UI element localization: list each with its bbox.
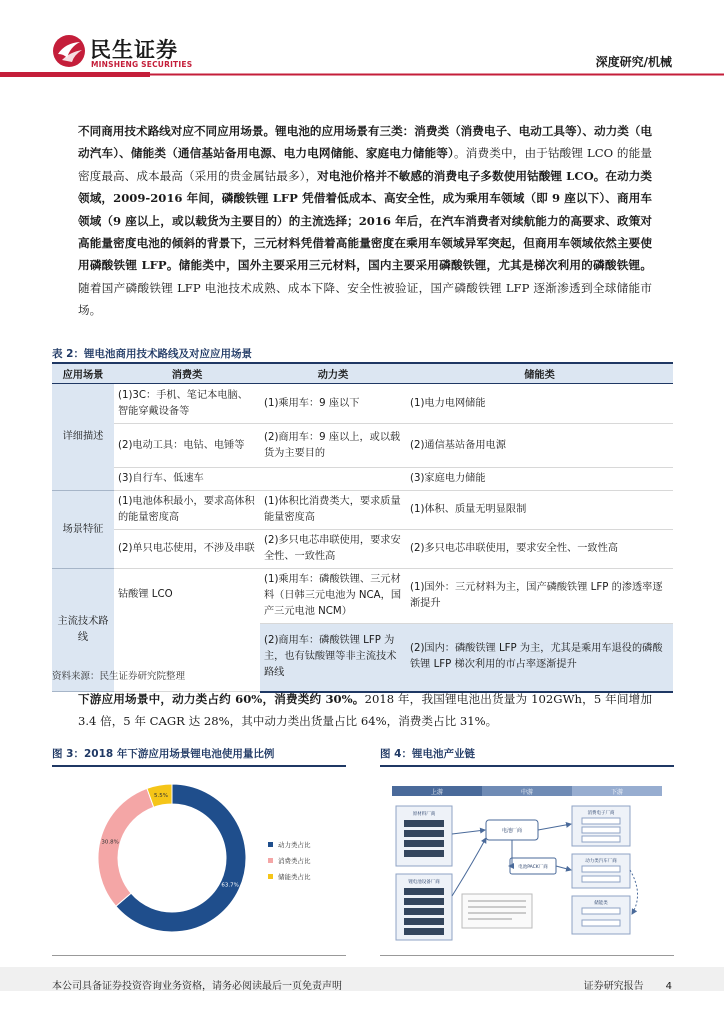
stage-label: 上游 [430,789,444,796]
figure-4-bottom-rule [380,955,674,956]
legend-item [268,836,311,852]
footer-right [584,977,672,992]
logo-text-cn: 民生证券 [90,38,178,62]
table-header-cell: 应用场景 [52,363,114,384]
logo-text-en: MINSHENG SECURITIES [91,60,193,69]
sub-item [404,908,444,915]
legend-item [268,852,311,868]
table-cell: (1)体积、质量无明显限制 [406,491,673,530]
table-cell: (2)商用车：磷酸铁锂 LFP 为主，也有钛酸锂等非主流技术路线 [260,624,406,692]
box-label: 动力类汽车厂商 [585,859,617,864]
table-cell: (2)国内：磷酸铁锂 LFP 为主，尤其是乘用车退役的磷酸铁锂 LFP 梯次利用的市占率逐渐提升 [406,624,673,692]
donut-slice [98,788,154,906]
table-title: 表 2：锂电池商用技术路线及对应应用场景 [52,348,252,360]
box-label: 电池PACK厂商 [518,865,548,870]
industry-chain-diagram [392,784,662,944]
note-box [462,894,532,928]
sub-item [404,918,444,925]
table-cell: (1)乘用车：磷酸铁锂、三元材料（日韩三元电池为 NCA，国产三元电池 NCM） [260,569,406,624]
table-cell: (2)多只电芯串联使用，要求安全性、一致性高 [406,530,673,569]
box-label: 储能类 [594,901,608,906]
table-cell: (3)自行车、低速车 [114,468,260,491]
table-source-note: 资料来源：民生证券研究院整理 [52,671,186,682]
table-cell-empty [260,468,406,491]
sub-item [404,928,444,935]
donut-chart [92,778,252,938]
table-row [52,569,673,624]
table-cell: (3)家庭电力储能 [406,468,673,491]
footer-label: 证券研究报告 [583,981,644,992]
donut-data-label: 5.5% [154,792,168,799]
legend-label: 动力类占比 [278,840,311,849]
table-header-cell: 动力类 [260,363,406,384]
tech-route-table [52,362,673,693]
legend-item [268,868,311,884]
stage-label: 下游 [610,789,624,796]
para1-bold-a: 不同商用技术路线对应不同应用场景。锂电池的应用场景有三类：消费类（消费电子、电动工具等）、动力类（电动汽车）、储能类（通信基站备用电源、电力电网储能、家庭电力储能等） [78,124,652,161]
legend-swatch [268,858,273,863]
legend-label: 消费类占比 [278,856,311,865]
para2-bold: 下游应用场景中，动力类占约 60%，消费类约 30%。 [78,692,365,706]
body-paragraph-2 [78,688,652,733]
report-category: 深度研究/机械 [595,55,672,69]
figure-4-rule [380,765,674,767]
table-cell: (1)乘用车：9 座以下 [260,384,406,424]
table-cell: (1)3C：手机、笔记本电脑、智能穿戴设备等 [114,384,260,424]
table-row [52,424,673,468]
table-row [52,530,673,569]
footer-disclaimer: 本公司具备证券投资咨询业务资格，请务必阅读最后一页免责声明 [52,981,342,992]
table-cell: (1)体积比消费类大，要求质量能量密度高 [260,491,406,530]
table-header-cell: 消费类 [114,363,260,384]
table-row [52,491,673,530]
table-cell: (2)商用车：9 座以上，或以载货为主要目的 [260,424,406,468]
table-category-cell: 详细描述 [52,384,114,491]
table-cell: (2)多只电芯串联使用，要求安全性、一致性高 [260,530,406,569]
para1-plain-b: 随着国产磷酸铁锂 LFP 电池技术成熟、成本下降、安全性被验证，国产磷酸铁锂 LFP 逐渐渗透到全球储能市场。 [78,280,652,318]
figure-4-title: 图 4：锂电池产业链 [380,748,475,760]
figure-3-title: 图 3：2018 年下游应用场景锂电池使用量比例 [52,748,275,760]
sub-item [404,830,444,837]
table-cell: (2)单只电芯使用，不涉及串联 [114,530,260,569]
sub-item [404,888,444,895]
legend-label: 储能类占比 [278,872,311,881]
table-row [52,468,673,491]
table-cell: (1)电力电网储能 [406,384,673,424]
figure-3-bottom-rule [52,955,346,956]
sub-item [404,840,444,847]
table-header-row [52,363,673,384]
sub-item [404,898,444,905]
table-cell: (2)通信基站备用电源 [406,424,673,468]
legend-swatch [268,842,273,847]
figure-3-rule [52,765,346,767]
table-row [52,384,673,424]
donut-data-label: 30.8% [101,839,119,846]
table-category-cell: 场景特征 [52,491,114,569]
body-paragraph-1 [78,120,652,322]
legend-swatch [268,874,273,879]
sub-item [404,820,444,827]
header-divider [0,72,724,77]
box-label: 原材料厂商 [412,812,436,817]
table-cell: (1)电池体积最小，要求高体积的能量密度高 [114,491,260,530]
donut-data-label: 63.7% [221,882,239,889]
table-cell: (1)国外：三元材料为主，国产磷酸铁锂 LFP 的渗透率逐渐提升 [406,569,673,624]
logo-mark-icon [52,34,86,68]
table-cell: (2)电动工具：电钻、电锤等 [114,424,260,468]
box-label: 锂电池设备厂商 [408,880,440,885]
para1-bold-b: 对电池价格并不敏感的消费电子多数使用钴酸锂 LCO。在动力类领域，2009-2016 年间，磷酸铁锂 LFP 凭借着低成本、高安全性，成为乘用车领域（即 9 座以下）、商用车领域（9 座以上，或以载货为主要目的）的主流选择；2016 年后，在汽车消费者对续航能力的高要求、政策对高能量密度电池的倾斜的背景下，三元材料凭借着高能量密度在乘用车领域异军突起，但商用车领域依然主要使用磷酸铁锂 LFP。储能类中，国外主要采用三元材料，国内主要采用磷酸铁锂，尤其是梯次利用的磷酸铁锂。 [78,168,652,273]
sub-item [404,850,444,857]
stage-label: 中游 [520,789,534,796]
para2-plain: 2018 年，我国锂电池出货量为 102GWh，5 年间增加 3.4 倍，5 年 CAGR 达 28%，其中动力类出货量占比 64%，消费类占比 31%。 [78,692,652,729]
table-cell: 钴酸锂 LCO [114,569,260,692]
chart-legend [268,836,311,884]
box-label: 消费电子厂商 [587,811,615,816]
para1-plain-a: 。消费类中，由于钴酸锂 LCO 的能量密度最高、成本最高（采用的贵金属钴最多）， [78,146,653,183]
table-header-cell: 储能类 [406,363,673,384]
box-label: 电池厂商 [501,828,523,834]
page-number: 4 [665,981,672,992]
table-category-cell: 主流技术路线 [52,569,114,692]
